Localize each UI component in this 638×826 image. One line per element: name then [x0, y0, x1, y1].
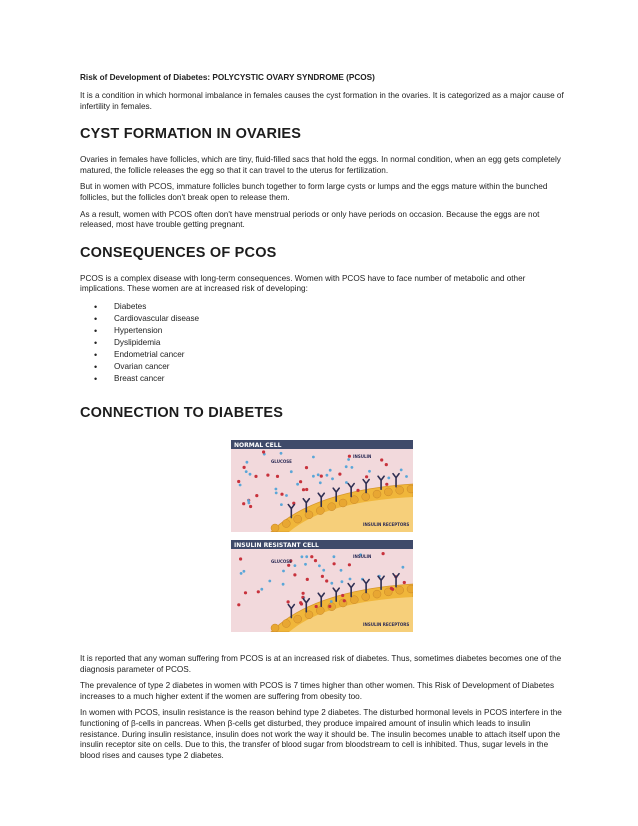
glucose-molecule [325, 579, 328, 582]
insulin-molecule [400, 468, 403, 471]
glucose-tag: GLUCOSE [271, 458, 292, 464]
section-heading-cyst-formation: CYST FORMATION IN OVARIES [80, 126, 302, 143]
insulin-molecule [340, 569, 343, 572]
list-item: • Cardiovascular disease [94, 313, 570, 325]
insulin-molecule [275, 491, 278, 494]
glucose-molecule [338, 472, 341, 475]
insulin-molecule [240, 572, 243, 575]
paragraph: In women with PCOS, insulin resistance is the reason behind type 2 diabetes. The disturbed hormonal levels in PCOS interfere in the functioning of β-cells in pancreas. When β-cells get disturbed, they produce impaired amount of insulin which leads to insulin resistance. During insulin resistance, insulin does not work the way it should be. The insulin becomes unable to attach itself upon the insulin receptor site on cells. Due to this, the transfer of blood sugar from bloodstream to cell is inhibited. Thus, sugar levels in the blood rises and causes type 2 diabetes. [80, 708, 562, 760]
glucose-molecule [328, 605, 331, 608]
membrane-bump [407, 485, 413, 493]
insulin-molecule [304, 563, 307, 566]
glucose-molecule [249, 505, 252, 508]
glucose-molecule [403, 581, 406, 584]
glucose-molecule [380, 458, 383, 461]
glucose-molecule [287, 600, 290, 603]
insulin-molecule [282, 570, 285, 573]
insulin-molecule [290, 470, 293, 473]
panel-label: INSULIN RESISTANT CELL [234, 541, 319, 549]
glucose-molecule [237, 480, 240, 483]
membrane-bump [271, 624, 279, 632]
insulin-molecule [330, 582, 333, 585]
glucose-molecule [391, 588, 394, 591]
insulin-molecule [282, 583, 285, 586]
glucose-tag: GLUCOSE [271, 558, 292, 564]
glucose-molecule [280, 493, 283, 496]
glucose-molecule [321, 575, 324, 578]
insulin-molecule [331, 477, 334, 480]
membrane-bump [362, 593, 370, 601]
intro-paragraph: It is a condition in which hormonal imbalance in females causes the cyst formation in the ovaries. It is categorized as a major cause of infertility in females. [80, 91, 564, 111]
glucose-molecule [287, 564, 290, 567]
glucose-molecule [348, 455, 351, 458]
membrane-bump [396, 486, 404, 494]
glucose-molecule [305, 466, 308, 469]
glucose-molecule [385, 483, 388, 486]
insulin-molecule [317, 473, 320, 476]
glucose-molecule [320, 474, 323, 477]
glucose-molecule [302, 592, 305, 595]
insulin-molecule [239, 484, 242, 487]
document-title: Risk of Development of Diabetes: POLYCYSTIC OVARY SYNDROME (PCOS) [80, 73, 375, 82]
glucose-molecule [382, 552, 385, 555]
insulin-molecule [368, 470, 371, 473]
insulin-molecule [246, 461, 249, 464]
membrane-bump [294, 615, 302, 623]
membrane-bump [271, 524, 279, 532]
section-heading-diabetes: CONNECTION TO DIABETES [80, 404, 284, 421]
insulin-molecule [318, 564, 321, 567]
insulin-molecule [351, 466, 354, 469]
paragraph: It is reported that any woman suffering from PCOS is at an increased risk of diabetes. Thus, sometimes diabetes becomes one of the diagnosis parameter of PCOS. [80, 653, 562, 674]
glucose-molecule [343, 599, 346, 602]
paragraph: But in women with PCOS, immature follicles bunch together to form large cysts or lumps and the eggs mature within the bunched follicles, but the follicles don't break open to release them. [80, 182, 548, 202]
insulin-molecule [275, 488, 278, 491]
insulin-molecule [247, 499, 250, 502]
membrane-bump [282, 519, 290, 527]
insulin-molecule [322, 569, 325, 572]
glucose-molecule [356, 489, 359, 492]
glucose-molecule [310, 555, 313, 558]
glucose-molecule [239, 557, 242, 560]
insulin-molecule [243, 570, 246, 573]
paragraph: Ovaries in females have follicles, which are tiny, fluid-filled sacs that hold the eggs. In normal condition, when an egg gets completely matured, the follicle releases the egg so that it can travel to the uterus for fertilization. [80, 155, 561, 175]
receptors-tag: INSULIN RECEPTORS [363, 521, 410, 527]
insulin-molecule [349, 578, 352, 581]
glucose-molecule [302, 488, 305, 491]
insulin-molecule [341, 580, 344, 583]
glucose-molecule [254, 475, 257, 478]
paragraph: As a result, women with PCOS often don't have menstrual periods or only have periods on occasion. Because the eggs are not released, most have trouble getting pregnant. [80, 209, 540, 230]
glucose-molecule [244, 591, 247, 594]
receptors-tag: INSULIN RECEPTORS [363, 621, 410, 627]
panel-label: NORMAL CELL [234, 441, 282, 449]
membrane-bump [328, 503, 336, 511]
insulin-molecule [329, 469, 332, 472]
insulin-molecule [347, 458, 350, 461]
list-item: • Ovarian cancer [94, 361, 570, 373]
glucose-molecule [348, 563, 351, 566]
membrane-bump [396, 586, 404, 594]
glucose-molecule [255, 494, 258, 497]
glucose-molecule [341, 594, 344, 597]
membrane-bump [373, 490, 381, 498]
insulin-molecule [345, 465, 348, 468]
membrane-bump [384, 488, 392, 496]
insulin-molecule [326, 474, 329, 477]
insulin-molecule [301, 555, 304, 558]
glucose-molecule [266, 473, 269, 476]
glucose-molecule [385, 463, 388, 466]
list-item: • Dyslipidemia [94, 337, 570, 349]
insulin-molecule [296, 483, 299, 486]
insulin-molecule [294, 564, 297, 567]
insulin-resistant-cell-panel [231, 540, 413, 632]
glucose-molecule [314, 559, 317, 562]
insulin-tag: INSULIN [353, 453, 372, 459]
insulin-molecule [387, 476, 390, 479]
section-heading-consequences: CONSEQUENCES OF PCOS [80, 244, 277, 261]
insulin-molecule [245, 470, 248, 473]
insulin-molecule [249, 473, 252, 476]
glucose-molecule [306, 578, 309, 581]
normal-cell-panel [231, 440, 413, 532]
insulin-molecule [405, 475, 408, 478]
membrane-bump [282, 619, 290, 627]
paragraph: The prevalence of type 2 diabetes in women with PCOS is 7 times higher than other women. This Risk of Development of Diabetes increases to a much higher extent if the women are suffering from obesity too. [80, 681, 555, 701]
insulin-molecule [280, 452, 283, 455]
glucose-molecule [276, 475, 279, 478]
insulin-molecule [319, 481, 322, 484]
membrane-bump [316, 607, 324, 615]
insulin-molecule [248, 501, 251, 504]
membrane-bump [362, 493, 370, 501]
glucose-molecule [257, 590, 260, 593]
glucose-molecule [305, 488, 308, 491]
insulin-molecule [402, 566, 405, 569]
cell-diagram [231, 440, 413, 632]
risk-list [94, 301, 570, 385]
glucose-molecule [365, 475, 368, 478]
insulin-molecule [312, 475, 315, 478]
insulin-molecule [285, 494, 288, 497]
membrane-bump [316, 507, 324, 515]
insulin-molecule [280, 503, 283, 506]
list-item: • Breast cancer [94, 373, 570, 385]
membrane-bump [339, 499, 347, 507]
insulin-molecule [268, 580, 271, 583]
list-item: • Diabetes [94, 301, 570, 313]
glucose-molecule [242, 502, 245, 505]
insulin-molecule [260, 588, 263, 591]
glucose-molecule [237, 603, 240, 606]
glucose-molecule [315, 605, 318, 608]
membrane-bump [373, 590, 381, 598]
glucose-molecule [299, 480, 302, 483]
glucose-molecule [243, 466, 246, 469]
insulin-molecule [333, 555, 336, 558]
document-page [80, 72, 570, 767]
insulin-molecule [330, 600, 333, 603]
insulin-molecule [312, 456, 315, 459]
glucose-molecule [262, 450, 265, 453]
glucose-molecule [293, 573, 296, 576]
glucose-molecule [333, 562, 336, 565]
paragraph: PCOS is a complex disease with long-term consequences. Women with PCOS have to face number of metabolic and other implications. These women are at increased risk of developing: [80, 273, 526, 294]
list-item: • Hypertension [94, 325, 570, 337]
insulin-molecule [305, 555, 308, 558]
insulin-tag: INSULIN [353, 553, 372, 559]
list-item: • Endometrial cancer [94, 349, 570, 361]
membrane-bump [294, 515, 302, 523]
glucose-molecule [299, 601, 302, 604]
membrane-bump [407, 585, 413, 593]
